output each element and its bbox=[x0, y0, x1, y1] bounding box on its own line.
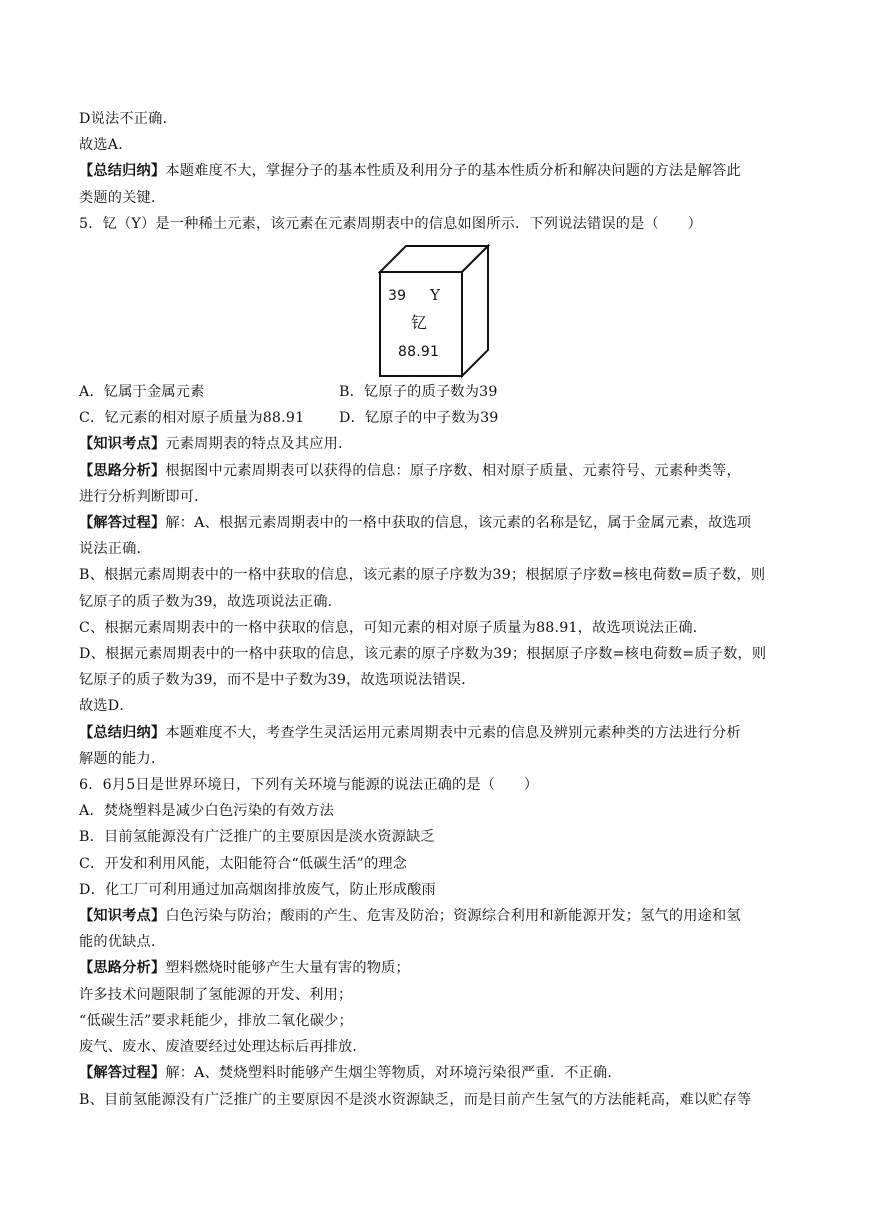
option-d: D．化工厂可利用通过加高烟囱排放废气，防止形成酸雨 bbox=[79, 881, 436, 898]
option-c: C．钇元素的相对原子质量为88.91 bbox=[79, 410, 305, 427]
option-d: D．钇原子的中子数为39 bbox=[339, 410, 499, 427]
text-line: 解题的能力． bbox=[79, 750, 166, 767]
question-stem: 6．6月5日是世界环境日，下列有关环境与能源的说法正确的是（ ） bbox=[79, 777, 539, 794]
section-text: 解：A、焚烧塑料时能够产生烟尘等物质，对环境污染很严重．不正确． bbox=[165, 1065, 622, 1082]
text-line: 说法正确． bbox=[79, 541, 151, 558]
atomic-mass: 88.91 bbox=[398, 344, 440, 361]
text-line: 许多技术问题限制了氢能源的开发、利用； bbox=[79, 986, 353, 1003]
question-stem: 5．钇（Y）是一种稀土元素，该元素在元素周期表中的信息如图所示．下列说法错误的是（ ） bbox=[79, 215, 703, 232]
knowledge-line bbox=[79, 903, 795, 929]
section-tag: 【总结归纳】 bbox=[79, 163, 166, 180]
option-b: B．钇原子的质子数为39 bbox=[339, 384, 498, 401]
section-text: 塑料燃烧时能够产生大量有害的物质； bbox=[165, 960, 410, 977]
section-tag: 【思路分析】 bbox=[79, 960, 166, 977]
option-c: C．开发和利用风能，太阳能符合“低碳生活”的理念 bbox=[79, 855, 408, 872]
summary-line bbox=[79, 158, 795, 184]
knowledge-line bbox=[79, 431, 795, 457]
document-body bbox=[79, 106, 795, 1113]
text-line: C、根据元素周期表中的一格中获取的信息，可知元素的相对原子质量为88.91，故选项说法正确． bbox=[79, 619, 708, 636]
element-figure bbox=[79, 237, 795, 379]
option-b: B．目前氢能源没有广泛推广的主要原因是淡水资源缺乏 bbox=[79, 829, 435, 846]
text-line: D、根据元素周期表中的一格中获取的信息，该元素的原子序数为39；根据原子序数=核电荷数=质子数，则 bbox=[79, 646, 767, 663]
section-tag: 【总结归纳】 bbox=[79, 724, 166, 741]
text-line: 废气、废水、废渣要经过处理达标后再排放． bbox=[79, 1039, 367, 1056]
text-line: 钇原子的质子数为39，故选项说法正确． bbox=[79, 593, 343, 610]
answer-line: 故选D． bbox=[79, 698, 134, 715]
section-text: 根据图中元素周期表可以获得的信息：原子序数、相对原子质量、元素符号、元素种类等， bbox=[165, 462, 741, 479]
section-tag: 【知识考点】 bbox=[79, 436, 166, 453]
section-text: 本题难度不大，掌握分子的基本性质及利用分子的基本性质分析和解决问题的方法是解答此 bbox=[165, 163, 741, 180]
summary-line bbox=[79, 720, 795, 746]
element-name: 钇 bbox=[411, 313, 428, 333]
section-tag: 【知识考点】 bbox=[79, 908, 166, 925]
section-tag: 【解答过程】 bbox=[79, 1065, 166, 1082]
solution-line bbox=[79, 1060, 795, 1086]
section-text: 解：A、根据元素周期表中的一格中获取的信息，该元素的名称是钇，属于金属元素，故选项 bbox=[165, 515, 752, 532]
section-text: 本题难度不大，考查学生灵活运用元素周期表中元素的信息及辨别元素种类的方法进行分析 bbox=[165, 724, 741, 741]
section-text: 元素周期表的特点及其应用． bbox=[165, 436, 353, 453]
options-row bbox=[79, 405, 795, 431]
section-tag: 【解答过程】 bbox=[79, 515, 166, 532]
analysis-line bbox=[79, 955, 795, 981]
solution-line bbox=[79, 510, 795, 536]
option-a: A．钇属于金属元素 bbox=[79, 384, 205, 401]
text-line: 进行分析判断即可． bbox=[79, 488, 209, 505]
atomic-number: 39 bbox=[388, 288, 407, 305]
text-line: 故选A． bbox=[79, 137, 133, 154]
text-line: 能的优缺点． bbox=[79, 934, 166, 951]
options-row bbox=[79, 379, 795, 405]
text-line: 钇原子的质子数为39，而不是中子数为39，故选项说法错误． bbox=[79, 672, 476, 689]
text-line: B、目前氢能源没有广泛推广的主要原因不是淡水资源缺乏，而是目前产生氢气的方法能耗高，难以贮存等 bbox=[79, 1091, 752, 1108]
section-text: 白色污染与防治；酸雨的产生、危害及防治；资源综合利用和新能源开发；氢气的用途和氢 bbox=[165, 908, 741, 925]
text-line: 类题的关键． bbox=[79, 189, 166, 206]
text-line: “低碳生活”要求耗能少，排放二氧化碳少； bbox=[79, 1012, 353, 1029]
element-cube-figure bbox=[378, 244, 578, 380]
analysis-line bbox=[79, 458, 795, 484]
text-line: D说法不正确． bbox=[79, 111, 177, 127]
option-a: A．焚烧塑料是减少白色污染的有效方法 bbox=[79, 803, 335, 820]
text-line: B、根据元素周期表中的一格中获取的信息，该元素的原子序数为39；根据原子序数=核电荷数=质子数，则 bbox=[79, 567, 766, 584]
element-symbol: Y bbox=[430, 286, 441, 305]
section-tag: 【思路分析】 bbox=[79, 462, 166, 479]
